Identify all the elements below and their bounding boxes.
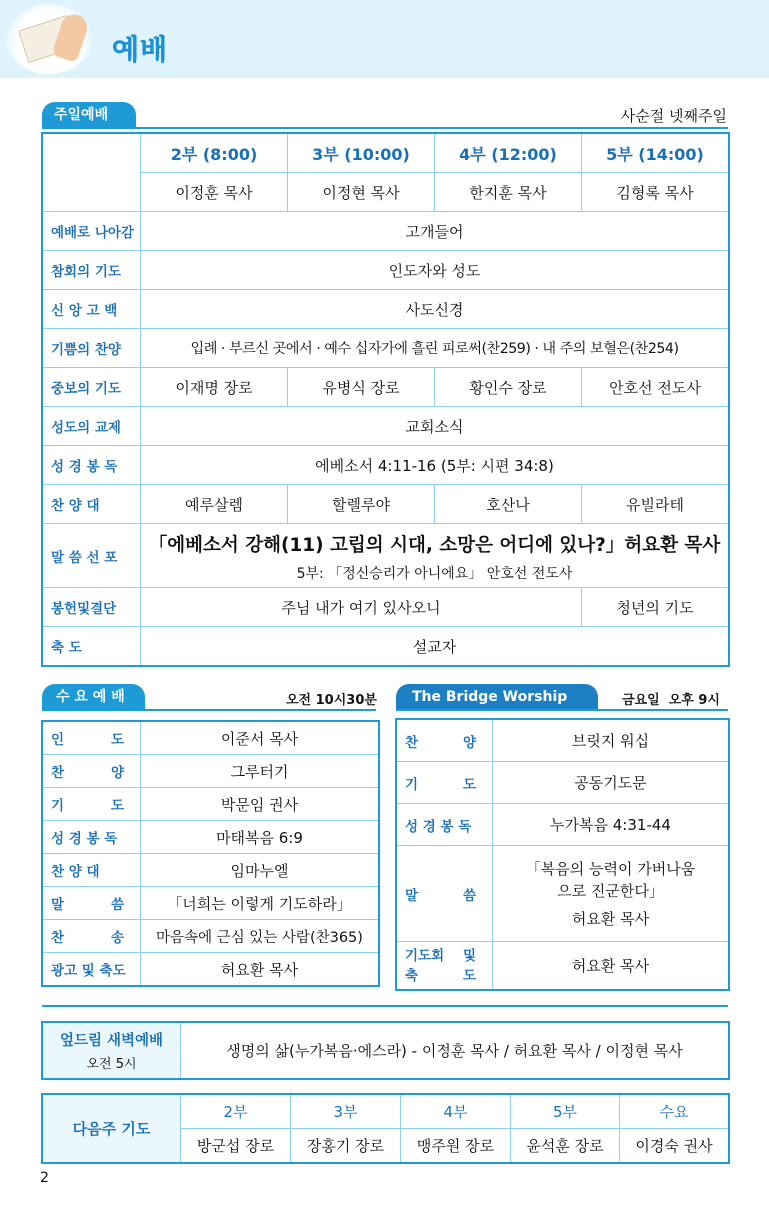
service-time: 3부 (10:00) xyxy=(288,134,435,173)
bridge-sermon-speaker: 허요환 목사 xyxy=(571,910,650,928)
choir-name: 유빌라테 xyxy=(582,485,729,524)
bridge-value: 허요환 목사 xyxy=(493,942,729,990)
page-title: 예배 xyxy=(112,33,169,66)
dawn-value: 생명의 삶(누가복음·에스라) - 이정훈 목사 / 허요환 목사 / 이정현 목사 xyxy=(181,1023,729,1079)
wednesday-table xyxy=(42,721,379,986)
wed-value: 「너희는 이렇게 기도하라」 xyxy=(141,887,379,920)
dawn-label-cell xyxy=(43,1023,181,1079)
sermon-cell xyxy=(141,524,729,588)
nextweek-name: 윤석훈 장로 xyxy=(511,1129,620,1163)
bridge-label-cell: 말 씀 xyxy=(397,846,493,942)
service-pastor: 이정훈 목사 xyxy=(141,173,288,212)
sermon-title: 「에베소서 강해(11) 고립의 시대, 소망은 어디에 있나?」허요환 목사 xyxy=(148,534,721,556)
bridge-value: 누가복음 4:31-44 xyxy=(493,804,729,846)
bridge-sermon-cell xyxy=(493,846,729,942)
nextweek-col: 2부 xyxy=(181,1095,291,1129)
bridge-value: 공동기도문 xyxy=(493,762,729,804)
service-time: 2부 (8:00) xyxy=(141,134,288,173)
creed-value: 사도신경 xyxy=(141,290,729,329)
fellowship-value: 교회소식 xyxy=(141,407,729,446)
corner-cell xyxy=(43,134,141,212)
approach-label: 예배로 나아감 xyxy=(43,212,141,251)
scripture-value: 에베소서 4:11-16 (5부: 시편 34:8) xyxy=(141,446,729,485)
choir-name: 예루살렘 xyxy=(141,485,288,524)
intercession-label: 중보의 기도 xyxy=(43,368,141,407)
approach-value: 고개들어 xyxy=(141,212,729,251)
wed-label-cell: 찬 양 xyxy=(43,755,141,788)
dawn-time: 오전 5시 xyxy=(86,1057,137,1072)
wednesday-label: 수 요 예 배 xyxy=(42,684,145,710)
service-time: 4부 (12:00) xyxy=(435,134,582,173)
page-number: 2 xyxy=(40,1170,49,1186)
intercession-name: 황인수 장로 xyxy=(435,368,582,407)
nextweek-name: 이경숙 권사 xyxy=(620,1129,729,1163)
wed-value: 마음속에 근심 있는 사람(찬365) xyxy=(141,920,379,953)
offering-label: 봉헌및결단 xyxy=(43,588,141,627)
wed-label: 성 경 봉 독 xyxy=(43,821,141,854)
benediction-value: 설교자 xyxy=(141,627,729,666)
sermon-label: 말 씀 선 포 xyxy=(43,524,141,588)
bridge-table xyxy=(396,719,729,990)
sunday-subtitle: 사순절 넷째주일 xyxy=(620,107,727,125)
bridge-time: 금요일 오후 9시 xyxy=(622,693,720,708)
header-banner xyxy=(0,0,769,78)
banner-image xyxy=(6,4,92,74)
nextweek-col: 5부 xyxy=(511,1095,620,1129)
wed-value: 박문임 권사 xyxy=(141,788,379,821)
nextweek-col: 3부 xyxy=(291,1095,401,1129)
wednesday-time: 오전 10시30분 xyxy=(286,693,377,708)
bridge-label-cell: 찬 양 xyxy=(397,720,493,762)
nextweek-name: 장홍기 장로 xyxy=(291,1129,401,1163)
sunday-label: 주일예배 xyxy=(42,102,136,128)
wed-value: 이준서 목사 xyxy=(141,722,379,755)
wed-label-cell: 말 씀 xyxy=(43,887,141,920)
wed-value: 임마누엘 xyxy=(141,854,379,887)
nextweek-col: 4부 xyxy=(401,1095,511,1129)
repentance-value: 인도자와 성도 xyxy=(141,251,729,290)
choir-name: 호산나 xyxy=(435,485,582,524)
bridge-label-cell: 기도회 및 축 도 xyxy=(397,942,493,990)
scripture-label: 성 경 봉 독 xyxy=(43,446,141,485)
bridge-rule xyxy=(396,709,728,711)
nextweek-name: 방군섭 장로 xyxy=(181,1129,291,1163)
wed-label: 광고 및 축도 xyxy=(43,953,141,986)
bridge-label-cell: 기 도 xyxy=(397,762,493,804)
offering-value: 주님 내가 여기 있사오니 xyxy=(141,588,582,627)
dawn-table xyxy=(42,1022,729,1079)
choir-name: 할렐루야 xyxy=(288,485,435,524)
bridge-label: The Bridge Worship xyxy=(396,684,598,710)
offering-value2: 청년의 기도 xyxy=(582,588,729,627)
service-time: 5부 (14:00) xyxy=(582,134,729,173)
praise-label: 기쁨의 찬양 xyxy=(43,329,141,368)
bridge-value: 브릿지 워십 xyxy=(493,720,729,762)
wed-value: 그루터기 xyxy=(141,755,379,788)
service-pastor: 이정현 목사 xyxy=(288,173,435,212)
sermon-sub: 5부: 「정신승리가 아니에요」 안호선 전도사 xyxy=(296,565,573,582)
sunday-table xyxy=(42,133,729,666)
nextweek-name: 맹주원 장로 xyxy=(401,1129,511,1163)
choir-label: 찬 양 대 xyxy=(43,485,141,524)
nextweek-label: 다음주 기도 xyxy=(43,1095,181,1163)
praise-value: 입례 · 부르신 곳에서 · 예수 십자가에 흘린 피로써(찬259) · 내 주의 보혈은(찬254) xyxy=(141,329,729,368)
intercession-name: 안호선 전도사 xyxy=(582,368,729,407)
nextweek-col: 수요 xyxy=(620,1095,729,1129)
wed-label-cell: 기 도 xyxy=(43,788,141,821)
nextweek-table xyxy=(42,1094,729,1163)
bridge-label-text: 성 경 봉 독 xyxy=(397,804,493,846)
intercession-name: 유병식 장로 xyxy=(288,368,435,407)
repentance-label: 참회의 기도 xyxy=(43,251,141,290)
service-pastor: 한지훈 목사 xyxy=(435,173,582,212)
wed-label-cell: 인 도 xyxy=(43,722,141,755)
fellowship-label: 성도의 교제 xyxy=(43,407,141,446)
section-divider xyxy=(42,1005,728,1007)
benediction-label: 축 도 xyxy=(43,627,141,666)
wed-value: 허요환 목사 xyxy=(141,953,379,986)
wed-label: 찬 양 대 xyxy=(43,854,141,887)
service-pastor: 김형록 목사 xyxy=(582,173,729,212)
sunday-rule xyxy=(42,127,728,129)
bridge-sermon-title: 「복음의 능력이 가버나움으로 진군한다」 xyxy=(525,860,696,900)
wednesday-rule xyxy=(42,709,376,711)
intercession-name: 이재명 장로 xyxy=(141,368,288,407)
creed-label: 신 앙 고 백 xyxy=(43,290,141,329)
dawn-label: 엎드림 새벽예배 xyxy=(59,1033,164,1049)
wed-label-cell: 찬 송 xyxy=(43,920,141,953)
wed-value: 마태복음 6:9 xyxy=(141,821,379,854)
